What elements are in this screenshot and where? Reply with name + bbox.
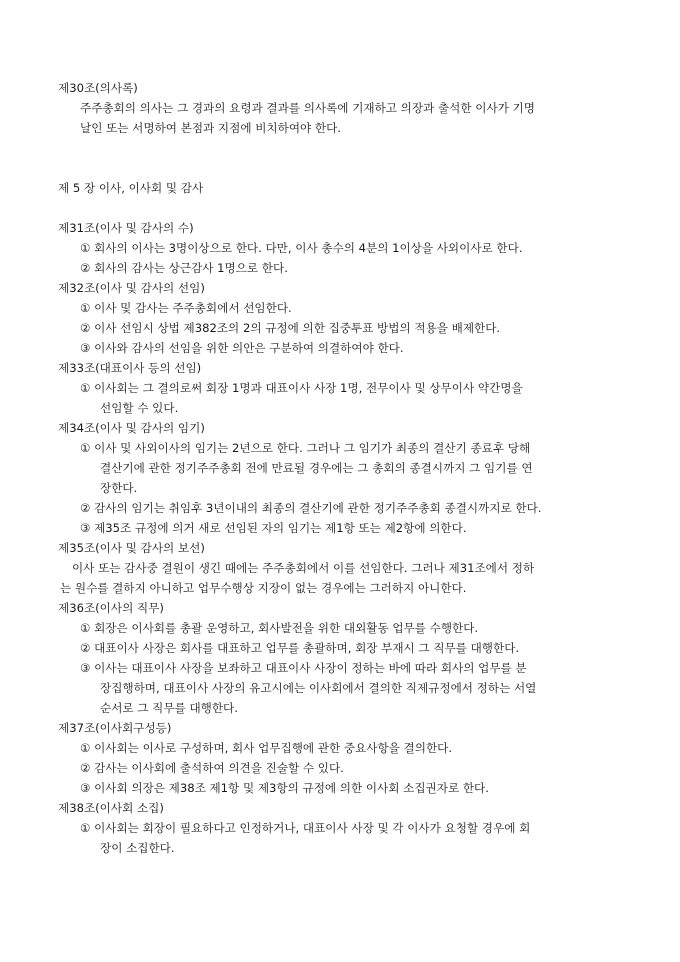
article-31-item-2: ② 회사의 감사는 상근감사 1명으로 한다. bbox=[80, 261, 288, 275]
article-37-item-1: ① 이사회는 이사로 구성하며, 회사 업무집행에 관한 중요사항을 결의한다. bbox=[80, 741, 453, 755]
article-37-heading: 제37조(이사회구성등) bbox=[58, 721, 172, 735]
article-30-body-line-1: 주주총회의 의사는 그 경과의 요령과 결과를 의사록에 기재하고 의장과 출석한 이사가 기명 bbox=[80, 101, 535, 115]
article-36-item-3-cont-2: 순서로 그 직무를 대행한다. bbox=[100, 701, 238, 715]
article-31-heading: 제31조(이사 및 감사의 수) bbox=[58, 221, 194, 235]
article-31-item-1: ① 회사의 이사는 3명이상으로 한다. 다만, 이사 총수의 4분의 1이상을 사외이사로 한다. bbox=[80, 241, 523, 255]
article-34-item-2: ② 감사의 임기는 취임후 3년이내의 최종의 결산기에 관한 정기주주총회 종결시까지로 한다. bbox=[80, 501, 542, 515]
article-36-heading: 제36조(이사의 직무) bbox=[58, 601, 164, 615]
article-38-heading: 제38조(이사회 소집) bbox=[58, 801, 164, 815]
article-38-item-1: ① 이사회는 회장이 필요하다고 인정하거나, 대표이사 사장 및 각 이사가 요청할 경우에 회 bbox=[80, 821, 531, 835]
article-34-heading: 제34조(이사 및 감사의 임기) bbox=[58, 421, 205, 435]
article-35-heading: 제35조(이사 및 감사의 보선) bbox=[58, 541, 205, 555]
article-36-item-2: ② 대표이사 사장은 회사를 대표하고 업무를 총괄하며, 회장 부재시 그 직무를 대행한다. bbox=[80, 641, 520, 655]
article-33-item-1: ① 이사회는 그 결의로써 회장 1명과 대표이사 사장 1명, 전무이사 및 상무이사 약간명을 bbox=[80, 381, 523, 395]
article-35-body-line-2: 는 원수를 결하지 아니하고 업무수행상 지장이 없는 경우에는 그러하지 아니한다. bbox=[60, 581, 467, 595]
article-32-item-2: ② 이사 선임시 상법 제382조의 2의 규정에 의한 집중투표 방법의 적용을 배제한다. bbox=[80, 321, 501, 335]
article-38-item-1-cont: 장이 소집한다. bbox=[100, 841, 175, 855]
article-34-item-1-cont-2: 장한다. bbox=[100, 481, 138, 495]
article-34-item-3: ③ 제35조 규정에 의거 새로 선임된 자의 임기는 제1항 또는 제2항에 의한다. bbox=[80, 521, 467, 535]
article-36-item-1: ① 회장은 이사회를 총괄 운영하고, 회사발전을 위한 대외활동 업무를 수행한다. bbox=[80, 621, 479, 635]
article-33-heading: 제33조(대표이사 등의 선임) bbox=[58, 361, 202, 375]
article-30-body-line-2: 날인 또는 서명하여 본점과 지점에 비치하여야 한다. bbox=[80, 121, 341, 135]
article-35-body-line-1: 이사 또는 감사중 결원이 생긴 때에는 주주총회에서 이를 선임한다. 그러나 제31조에서 정하 bbox=[72, 561, 535, 575]
article-34-item-1: ① 이사 및 사외이사의 임기는 2년으로 한다. 그러나 그 임기가 최종의 결산기 종료후 당해 bbox=[80, 441, 531, 455]
article-32-heading: 제32조(이사 및 감사의 선임) bbox=[58, 281, 205, 295]
article-32-item-1: ① 이사 및 감사는 주주총회에서 선임한다. bbox=[80, 301, 292, 315]
article-34-item-1-cont-1: 결산기에 관한 정기주주총회 전에 만료될 경우에는 그 총회의 종결시까지 그 임기를 연 bbox=[100, 461, 533, 475]
article-37-item-3: ③ 이사회 의장은 제38조 제1항 및 제3항의 규정에 의한 이사회 소집권자로 한다. bbox=[80, 781, 489, 795]
article-33-item-1-cont: 선임할 수 있다. bbox=[100, 401, 179, 415]
article-32-item-3: ③ 이사와 감사의 선임을 위한 의안은 구분하여 의결하여야 한다. bbox=[80, 341, 404, 355]
article-30-heading: 제30조(의사록) bbox=[58, 81, 138, 95]
article-36-item-3: ③ 이사는 대표이사 사장을 보좌하고 대표이사 사장이 정하는 바에 따라 회사의 업무를 분 bbox=[80, 661, 527, 675]
article-36-item-3-cont-1: 장집행하며, 대표이사 사장의 유고시에는 이사회에서 결의한 직제규정에서 정하는 서열 bbox=[100, 681, 537, 695]
article-37-item-2: ② 감사는 이사회에 출석하여 의견을 진술할 수 있다. bbox=[80, 761, 344, 775]
chapter-5-title: 제 5 장 이사, 이사회 및 감사 bbox=[58, 181, 204, 195]
